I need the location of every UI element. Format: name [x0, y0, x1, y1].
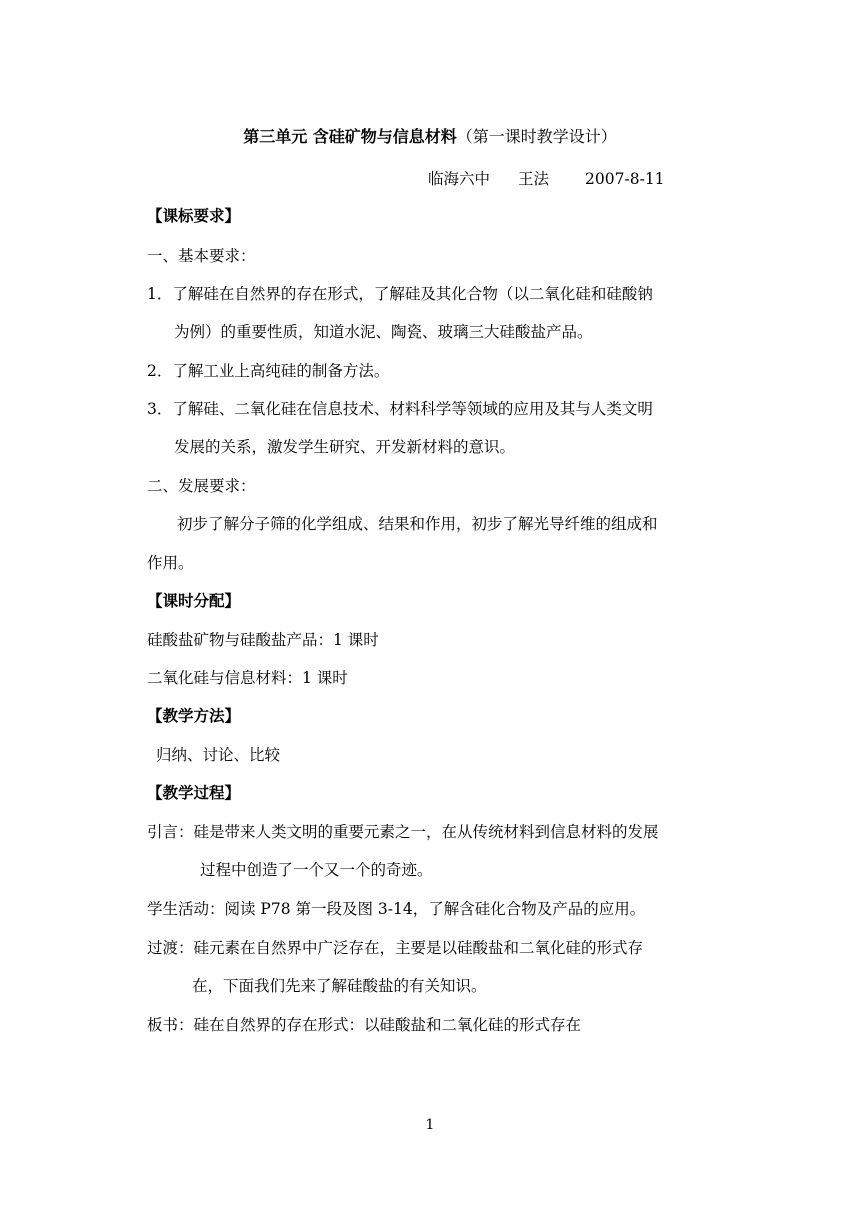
schedule-item-2: 二氧化硅与信息材料：1 课时	[147, 669, 348, 687]
requirement-item-2: 2．了解工业上高纯硅的制备方法。	[147, 362, 390, 380]
development-text-line-1: 初步了解分子筛的化学组成、结果和作用，初步了解光导纤维的组成和	[177, 515, 658, 533]
author-school: 临海六中	[428, 170, 491, 188]
author-line	[428, 169, 665, 189]
development-text-line-2: 作用。	[147, 554, 194, 572]
document-title	[0, 127, 860, 147]
requirement-item-3-line-2: 发展的关系，激发学生研究、开发新材料的意识。	[174, 438, 516, 456]
requirement-item-3-line-1: 3．了解硅、二氧化硅在信息技术、材料科学等领域的应用及其与人类文明	[147, 400, 653, 418]
schedule-item-1: 硅酸盐矿物与硅酸盐产品：1 课时	[147, 631, 379, 649]
author-name: 王法	[518, 170, 550, 188]
title-sub: （第一课时教学设计）	[456, 127, 617, 146]
requirement-item-1-line-1: 1．了解硅在自然界的存在形式，了解硅及其化合物（以二氧化硅和硅酸钠	[147, 285, 653, 303]
requirement-item-1-line-2: 为例）的重要性质，知道水泥、陶瓷、玻璃三大硅酸盐产品。	[174, 323, 593, 341]
section-heading-method: 【教学方法】	[147, 706, 241, 725]
section-heading-schedule: 【课时分配】	[147, 591, 241, 610]
title-main: 第三单元 含硅矿物与信息材料	[243, 127, 457, 146]
basic-requirements-heading: 一、基本要求：	[147, 247, 256, 265]
board-writing: 板书：硅在自然界的存在形式：以硅酸盐和二氧化硅的形式存在	[147, 1016, 582, 1034]
intro-line-2: 过程中创造了一个又一个的奇迹。	[200, 861, 433, 879]
student-activity: 学生活动：阅读 P78 第一段及图 3-14，了解含硅化合物及产品的应用。	[147, 900, 646, 918]
transition-line-2: 在，下面我们先来了解硅酸盐的有关知识。	[192, 977, 487, 995]
section-heading-curriculum: 【课标要求】	[147, 206, 241, 225]
author-date: 2007-8-11	[585, 170, 665, 188]
method-text: 归纳、讨论、比较	[156, 746, 281, 764]
transition-line-1: 过渡：硅元素在自然界中广泛存在，主要是以硅酸盐和二氧化硅的形式存	[147, 939, 644, 957]
section-heading-process: 【教学过程】	[147, 783, 241, 802]
intro-line-1: 引言：硅是带来人类文明的重要元素之一，在从传统材料到信息材料的发展	[147, 823, 659, 841]
development-requirements-heading: 二、发展要求：	[147, 477, 256, 495]
page-number: 1	[425, 1117, 435, 1133]
